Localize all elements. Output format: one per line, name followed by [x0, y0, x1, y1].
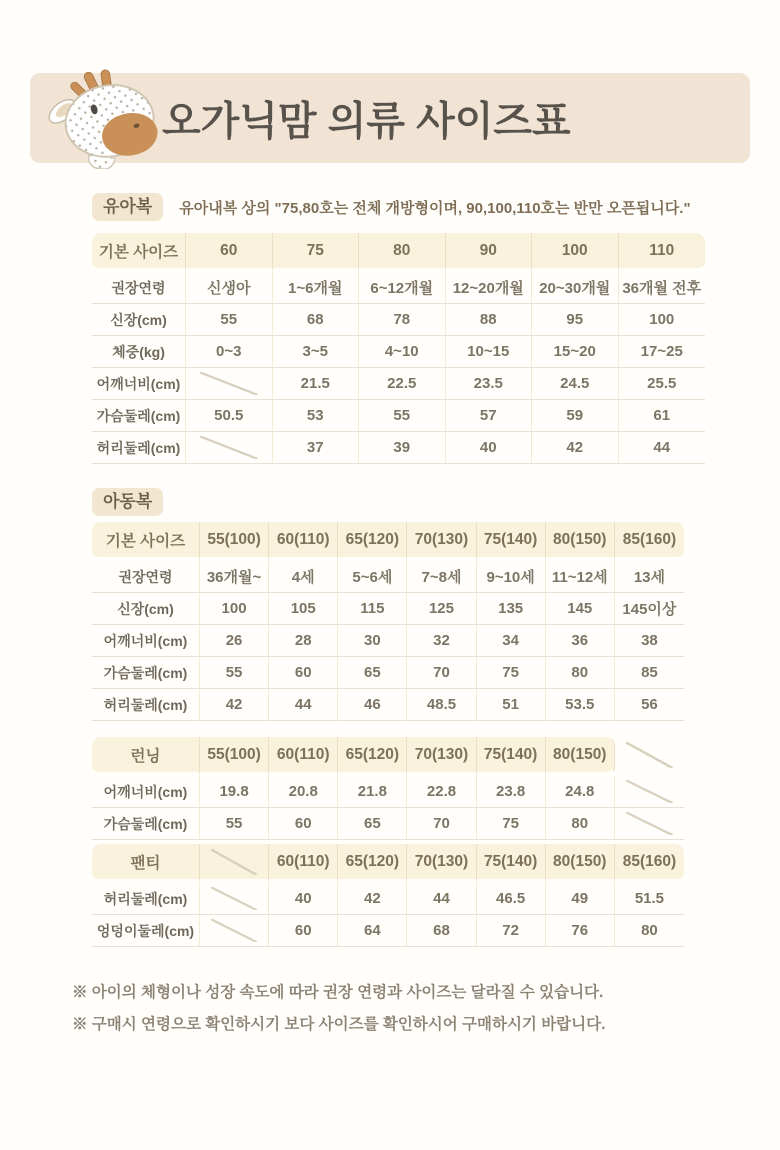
row-label: 체중(kg)	[92, 336, 186, 368]
value-cell: 105	[269, 593, 338, 625]
value-cell: 68	[407, 915, 476, 947]
value-cell: 145이상	[615, 593, 684, 625]
row-label: 엉덩이둘레(cm)	[92, 915, 200, 947]
panty-size-table	[92, 844, 684, 947]
value-cell: 70	[407, 657, 476, 689]
value-cell: 65	[338, 657, 407, 689]
value-cell: 22.8	[407, 776, 476, 808]
header-cell: 80(150)	[546, 844, 615, 883]
value-cell: 17~25	[619, 336, 706, 368]
value-cell: 13세	[615, 561, 684, 593]
value-cell: 36개월 전후	[619, 272, 706, 304]
header-cell: 65(120)	[338, 522, 407, 561]
value-cell: 36개월~	[200, 561, 269, 593]
table-header-row	[92, 522, 684, 561]
header-cell: 110	[619, 233, 706, 272]
value-cell: 11~12세	[546, 561, 615, 593]
value-cell: 23.8	[477, 776, 546, 808]
kids-size-table	[92, 522, 684, 721]
row-label: 허리둘레(cm)	[92, 432, 186, 464]
empty-cell	[200, 883, 269, 915]
value-cell: 40	[446, 432, 533, 464]
value-cell: 135	[477, 593, 546, 625]
value-cell: 24.5	[532, 368, 619, 400]
value-cell: 6~12개월	[359, 272, 446, 304]
value-cell: 신생아	[186, 272, 273, 304]
value-cell: 15~20	[532, 336, 619, 368]
row-label: 권장연령	[92, 272, 186, 304]
section-badge-infant: 유아복	[92, 193, 163, 221]
value-cell: 0~3	[186, 336, 273, 368]
value-cell: 60	[269, 915, 338, 947]
value-cell: 9~10세	[477, 561, 546, 593]
value-cell: 30	[338, 625, 407, 657]
value-cell: 44	[269, 689, 338, 721]
value-cell: 70	[407, 808, 476, 840]
empty-cell	[186, 368, 273, 400]
table-row	[92, 304, 705, 336]
value-cell: 68	[273, 304, 360, 336]
value-cell: 88	[446, 304, 533, 336]
value-cell: 19.8	[200, 776, 269, 808]
header-cell: 80	[359, 233, 446, 272]
row-label: 가슴둘레(cm)	[92, 657, 200, 689]
section-kids-header	[92, 488, 720, 516]
value-cell: 36	[546, 625, 615, 657]
value-cell: 25.5	[619, 368, 706, 400]
value-cell: 7~8세	[407, 561, 476, 593]
row-label: 어깨너비(cm)	[92, 625, 200, 657]
header-cell: 80(150)	[546, 522, 615, 561]
header-cell: 75(140)	[477, 522, 546, 561]
value-cell: 46.5	[477, 883, 546, 915]
value-cell: 32	[407, 625, 476, 657]
table-row	[92, 625, 684, 657]
running-size-table	[92, 737, 684, 840]
value-cell: 26	[200, 625, 269, 657]
footnotes	[72, 977, 780, 1041]
table-row	[92, 883, 684, 915]
value-cell: 51	[477, 689, 546, 721]
header-band	[30, 73, 750, 163]
table-row	[92, 368, 705, 400]
row-label: 허리둘레(cm)	[92, 883, 200, 915]
value-cell: 80	[546, 808, 615, 840]
value-cell: 28	[269, 625, 338, 657]
header-cell: 75	[273, 233, 360, 272]
value-cell: 65	[338, 808, 407, 840]
header-cell: 65(120)	[338, 844, 407, 883]
row-label: 가슴둘레(cm)	[92, 808, 200, 840]
table-row	[92, 400, 705, 432]
header-cell: 기본 사이즈	[92, 522, 200, 561]
value-cell: 20~30개월	[532, 272, 619, 304]
row-label: 권장연령	[92, 561, 200, 593]
infant-size-table	[92, 233, 705, 464]
value-cell: 55	[186, 304, 273, 336]
value-cell: 3~5	[273, 336, 360, 368]
table-row	[92, 776, 684, 808]
value-cell: 23.5	[446, 368, 533, 400]
header-cell: 60(110)	[269, 522, 338, 561]
value-cell: 72	[477, 915, 546, 947]
table-row	[92, 808, 684, 840]
table-header-row	[92, 737, 684, 776]
table-row	[92, 272, 705, 304]
table-row	[92, 915, 684, 947]
value-cell: 42	[532, 432, 619, 464]
empty-header-cell	[615, 737, 684, 776]
value-cell: 51.5	[615, 883, 684, 915]
header-cell: 55(100)	[200, 522, 269, 561]
page-title: 오가닉맘 의류 사이즈표	[162, 99, 571, 144]
value-cell: 44	[619, 432, 706, 464]
value-cell: 5~6세	[338, 561, 407, 593]
table-row	[92, 561, 684, 593]
value-cell: 34	[477, 625, 546, 657]
header-cell: 65(120)	[338, 737, 407, 776]
header-cell: 90	[446, 233, 533, 272]
value-cell: 21.8	[338, 776, 407, 808]
value-cell: 95	[532, 304, 619, 336]
header-cell: 100	[532, 233, 619, 272]
header-cell: 85(160)	[615, 522, 684, 561]
empty-cell	[200, 915, 269, 947]
header-cell: 팬티	[92, 844, 200, 883]
empty-cell	[615, 808, 684, 840]
value-cell: 80	[615, 915, 684, 947]
value-cell: 85	[615, 657, 684, 689]
value-cell: 125	[407, 593, 476, 625]
table-header-row	[92, 844, 684, 883]
value-cell: 44	[407, 883, 476, 915]
value-cell: 53	[273, 400, 360, 432]
footnote-1: ※ 아이의 체형이나 성장 속도에 따라 권장 연령과 사이즈는 달라질 수 있습니다.	[72, 984, 604, 1001]
header-cell: 기본 사이즈	[92, 233, 186, 272]
section-infant-header	[92, 193, 720, 221]
value-cell: 40	[269, 883, 338, 915]
header-cell: 85(160)	[615, 844, 684, 883]
table-row	[92, 689, 684, 721]
value-cell: 76	[546, 915, 615, 947]
value-cell: 145	[546, 593, 615, 625]
value-cell: 22.5	[359, 368, 446, 400]
infant-note: 유아내복 상의 "75,80호는 전체 개방형이며, 90,100,110호는 반만 오픈됩니다."	[179, 199, 691, 217]
value-cell: 21.5	[273, 368, 360, 400]
value-cell: 12~20개월	[446, 272, 533, 304]
value-cell: 75	[477, 657, 546, 689]
header-cell: 70(130)	[407, 522, 476, 561]
value-cell: 100	[619, 304, 706, 336]
row-label: 어깨너비(cm)	[92, 776, 200, 808]
header-cell: 런닝	[92, 737, 200, 776]
row-label: 신장(cm)	[92, 304, 186, 336]
empty-cell	[615, 776, 684, 808]
table-row	[92, 657, 684, 689]
value-cell: 53.5	[546, 689, 615, 721]
value-cell: 42	[338, 883, 407, 915]
section-badge-kids: 아동복	[92, 488, 163, 516]
value-cell: 60	[269, 657, 338, 689]
header-cell: 80(150)	[546, 737, 615, 776]
value-cell: 56	[615, 689, 684, 721]
value-cell: 57	[446, 400, 533, 432]
row-label: 어깨너비(cm)	[92, 368, 186, 400]
value-cell: 24.8	[546, 776, 615, 808]
value-cell: 55	[200, 657, 269, 689]
value-cell: 115	[338, 593, 407, 625]
value-cell: 61	[619, 400, 706, 432]
table-row	[92, 593, 684, 625]
value-cell: 75	[477, 808, 546, 840]
value-cell: 46	[338, 689, 407, 721]
value-cell: 20.8	[269, 776, 338, 808]
value-cell: 60	[269, 808, 338, 840]
value-cell: 1~6개월	[273, 272, 360, 304]
header-cell: 60	[186, 233, 273, 272]
table-row	[92, 432, 705, 464]
value-cell: 49	[546, 883, 615, 915]
value-cell: 55	[359, 400, 446, 432]
header-cell: 60(110)	[269, 737, 338, 776]
header-cell: 75(140)	[477, 844, 546, 883]
header-cell: 75(140)	[477, 737, 546, 776]
table-row	[92, 336, 705, 368]
value-cell: 100	[200, 593, 269, 625]
value-cell: 42	[200, 689, 269, 721]
value-cell: 59	[532, 400, 619, 432]
value-cell: 4~10	[359, 336, 446, 368]
row-label: 신장(cm)	[92, 593, 200, 625]
value-cell: 64	[338, 915, 407, 947]
value-cell: 48.5	[407, 689, 476, 721]
row-label: 가슴둘레(cm)	[92, 400, 186, 432]
header-cell: 70(130)	[407, 844, 476, 883]
size-chart-page	[0, 73, 780, 1150]
value-cell: 78	[359, 304, 446, 336]
header-cell: 55(100)	[200, 737, 269, 776]
giraffe-icon	[36, 69, 162, 169]
header-cell: 60(110)	[269, 844, 338, 883]
value-cell: 38	[615, 625, 684, 657]
value-cell: 4세	[269, 561, 338, 593]
empty-cell	[186, 432, 273, 464]
value-cell: 50.5	[186, 400, 273, 432]
row-label: 허리둘레(cm)	[92, 689, 200, 721]
value-cell: 55	[200, 808, 269, 840]
value-cell: 80	[546, 657, 615, 689]
header-cell: 70(130)	[407, 737, 476, 776]
value-cell: 37	[273, 432, 360, 464]
value-cell: 10~15	[446, 336, 533, 368]
value-cell: 39	[359, 432, 446, 464]
content-area	[92, 193, 720, 947]
empty-header-cell	[200, 844, 269, 883]
footnote-2: ※ 구매시 연령으로 확인하시기 보다 사이즈를 확인하시어 구매하시기 바랍니다.	[72, 1016, 606, 1033]
table-header-row	[92, 233, 705, 272]
